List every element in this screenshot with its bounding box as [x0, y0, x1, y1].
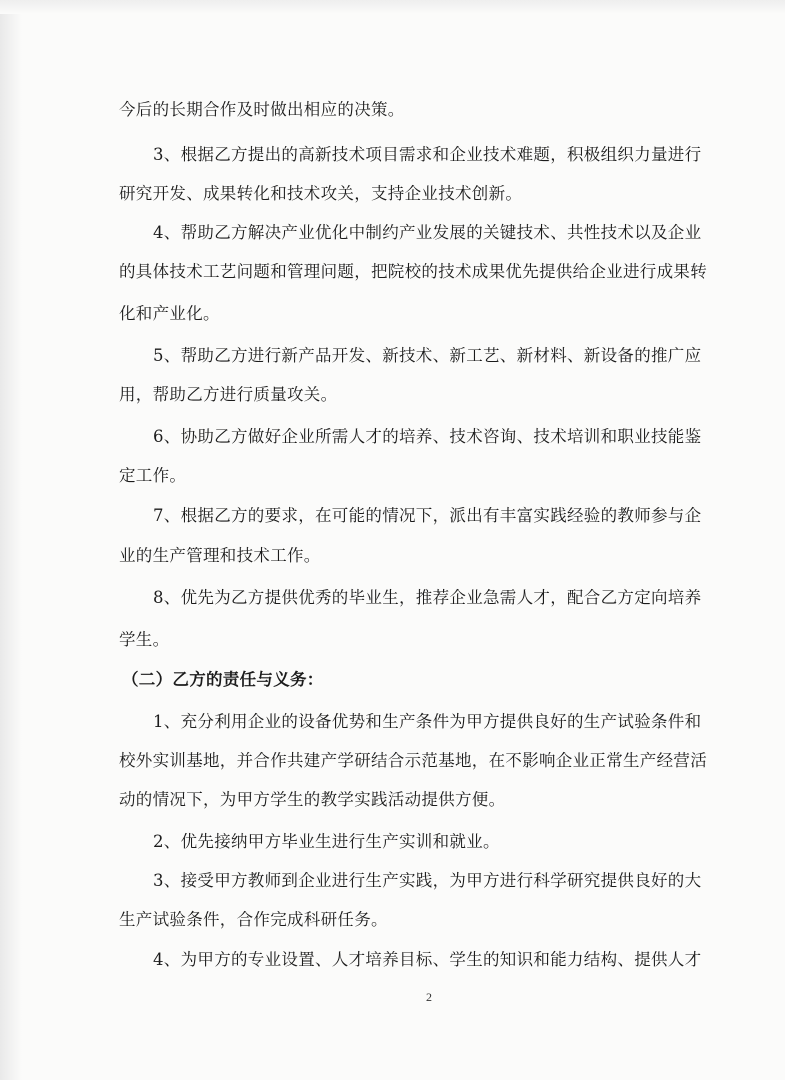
body-line: 的具体技术工艺问题和管理问题，把院校的技术成果优先提供给企业进行成果转 [119, 262, 707, 281]
body-line: 生产试验条件，合作完成科研任务。 [119, 910, 388, 929]
body-line: 定工作。 [119, 466, 187, 485]
body-line: 8、优先为乙方提供优秀的毕业生，推荐企业急需人才，配合乙方定向培养 [153, 588, 702, 607]
body-line: 动的情况下，为甲方学生的教学实践活动提供方便。 [119, 790, 506, 809]
body-line: 校外实训基地，并合作共建产学研结合示范基地，在不影响企业正常生产经营活 [119, 751, 707, 770]
body-line: 4、帮助乙方解决产业优化中制约产业发展的关键技术、共性技术以及企业 [153, 223, 702, 242]
body-line: 业的生产管理和技术工作。 [119, 546, 321, 565]
body-line: 1、充分利用企业的设备优势和生产条件为甲方提供良好的生产试验条件和 [153, 712, 702, 731]
body-line: 今后的长期合作及时做出相应的决策。 [119, 100, 405, 119]
body-line: 2、优先接纳甲方毕业生进行生产实训和就业。 [153, 832, 500, 851]
body-line: 3、接受甲方教师到企业进行生产实践，为甲方进行科学研究提供良好的大 [153, 871, 702, 890]
body-line: 7、根据乙方的要求，在可能的情况下，派出有丰富实践经验的教师参与企 [153, 506, 702, 525]
body-line: 研究开发、成果转化和技术攻关，支持企业技术创新。 [119, 184, 523, 203]
body-line: 3、根据乙方提出的高新技术项目需求和企业技术难题，积极组织力量进行 [153, 145, 702, 164]
body-line: 4、为甲方的专业设置、人才培养目标、学生的知识和能力结构、提供人才 [153, 950, 702, 969]
body-line: 化和产业化。 [119, 304, 220, 323]
body-line: 学生。 [119, 630, 170, 649]
body-line: 用，帮助乙方进行质量攻关。 [119, 385, 338, 404]
page-number: 2 [426, 990, 432, 1004]
section-heading: （二）乙方的责任与义务： [122, 670, 324, 689]
body-line: 6、协助乙方做好企业所需人才的培养、技术咨询、技术培训和职业技能鉴 [153, 427, 702, 446]
body-line: 5、帮助乙方进行新产品开发、新技术、新工艺、新材料、新设备的推广应 [153, 346, 702, 365]
